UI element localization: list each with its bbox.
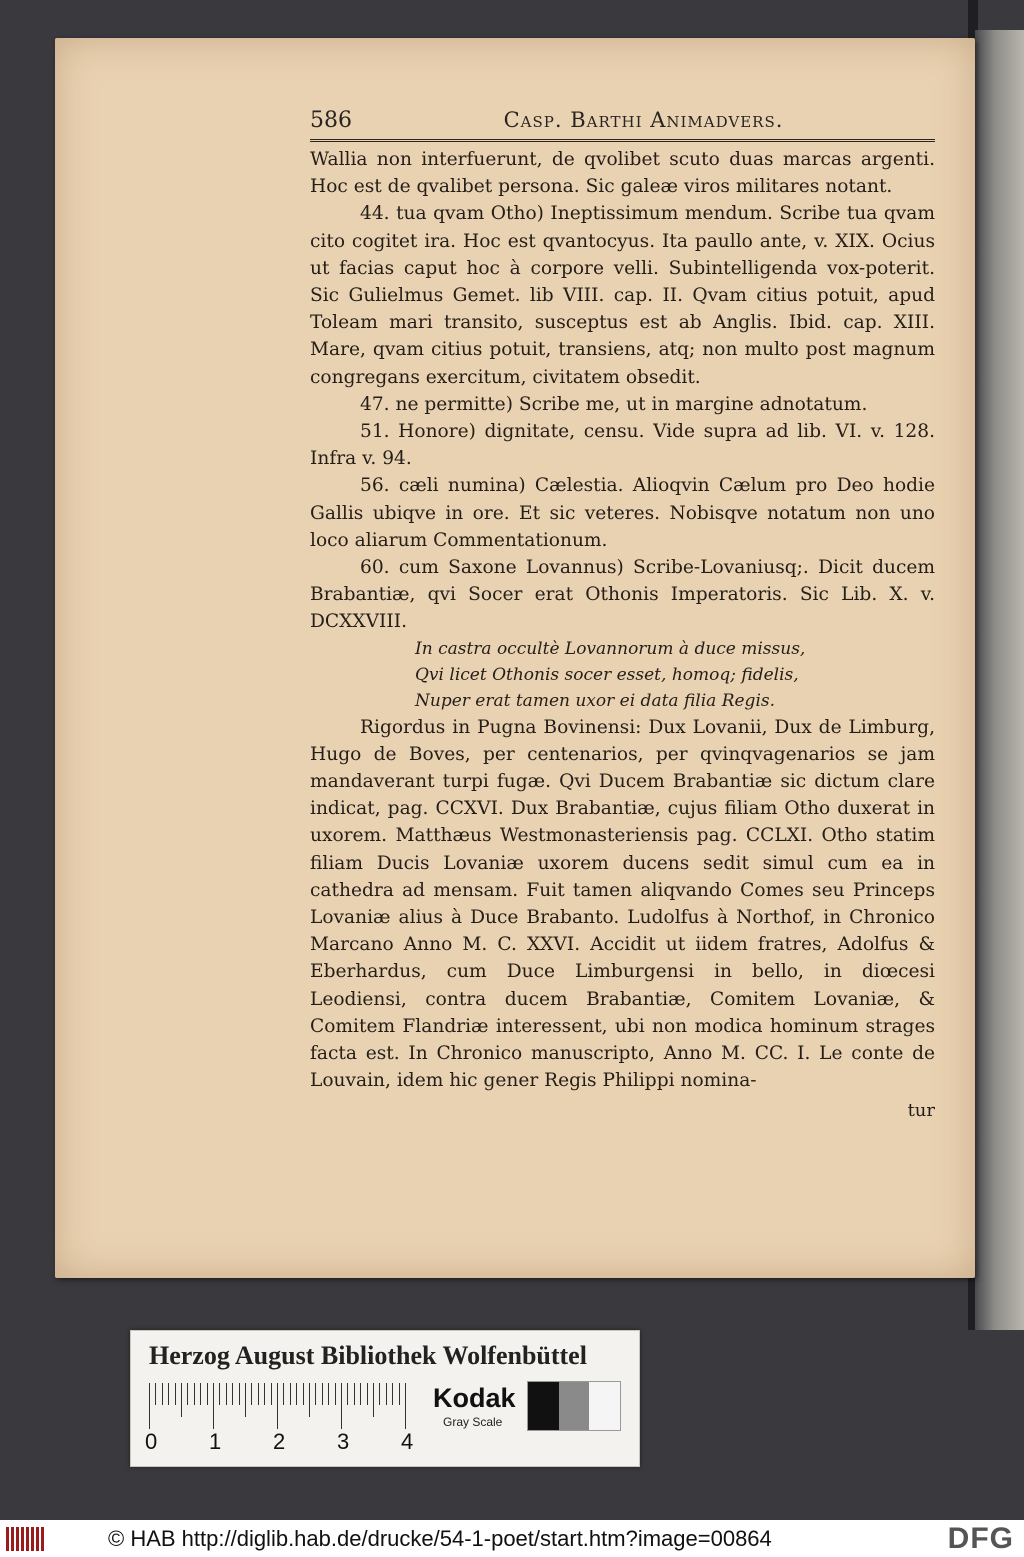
ruler-tick bbox=[341, 1383, 342, 1429]
ruler-tick bbox=[226, 1383, 227, 1405]
verse-line: Nuper erat tamen uxor ei data filia Regis. bbox=[415, 690, 776, 711]
footer-credit: © HAB http://diglib.hab.de/drucke/54-1-poet/start.htm?image=00864 bbox=[108, 1525, 772, 1551]
ruler-tick bbox=[277, 1383, 278, 1429]
paragraph: 60. cum Saxone Lovannus) Scribe-Lovaniusq;. Dicit ducem Brabantiæ, qvi Socer erat Othonis Imperatoris. Sic Lib. X. v. DCXXVIII. bbox=[310, 557, 935, 633]
ruler-tick bbox=[303, 1383, 304, 1405]
ruler-tick bbox=[392, 1383, 393, 1405]
paragraph: Wallia non interfuerunt, de qvolibet scuto duas marcas argenti. Hoc est de qvalibet persona. Sic galeæ viros militares notant. bbox=[310, 149, 935, 198]
footer-bar bbox=[0, 1520, 1024, 1557]
ruler-tick bbox=[322, 1383, 323, 1405]
ruler-tick bbox=[207, 1383, 208, 1405]
color-target-card bbox=[130, 1330, 640, 1467]
gray-scale-label: Gray Scale bbox=[443, 1415, 503, 1429]
ruler-number: 0 bbox=[145, 1429, 158, 1454]
ruler-tick bbox=[155, 1383, 156, 1405]
ruler-tick bbox=[283, 1383, 284, 1405]
ruler-tick bbox=[379, 1383, 380, 1405]
ruler-tick bbox=[386, 1383, 387, 1405]
ruler-tick bbox=[245, 1383, 246, 1417]
ruler-tick bbox=[175, 1383, 176, 1405]
verse-line: Qvi licet Othonis socer esset, homoq; fidelis, bbox=[415, 664, 799, 685]
paragraph: 51. Honore) dignitate, censu. Vide supra ad lib. VI. v. 128. Infra v. 94. bbox=[310, 421, 935, 470]
ruler-numbers bbox=[145, 1429, 435, 1459]
book-page bbox=[55, 38, 975, 1278]
ruler-tick bbox=[219, 1383, 220, 1405]
page-number: 586 bbox=[310, 108, 352, 133]
running-head bbox=[310, 108, 935, 142]
ruler-tick bbox=[187, 1383, 188, 1405]
paragraph: 44. tua qvam Otho) Ineptissimum mendum. Scribe tua qvam cito cogitet ira. Hoc est qvantocyus. Ita paullo ante, v. XIX. Ocius ut facias caput hoc à corpore velli. Subintelligenda vox-poterit. Sic Gulielmus Gemet. lib VIII. cap. II. Qvam citius potuit, apud Toleam mari transito, susceptus est ab Anglis. Ibid. cap. XIII. Mare, qvam citius potuit, transiens, atq; non multo post magnum congregans exercitum, civitatem obsedit. bbox=[310, 203, 935, 388]
running-title: Casp. Barthi Animadvers. bbox=[503, 108, 784, 132]
ruler-tick bbox=[405, 1383, 406, 1429]
ruler-number: 2 bbox=[273, 1429, 286, 1454]
ruler-tick bbox=[200, 1383, 201, 1405]
ruler-tick bbox=[264, 1383, 265, 1405]
ruler-tick bbox=[328, 1383, 329, 1405]
catchword: tur bbox=[907, 1099, 935, 1121]
ruler-tick bbox=[309, 1383, 310, 1417]
ruler-tick bbox=[373, 1383, 374, 1417]
body-text bbox=[310, 146, 935, 1124]
swatch-white bbox=[589, 1382, 620, 1430]
ruler-tick bbox=[360, 1383, 361, 1405]
ruler-tick bbox=[296, 1383, 297, 1405]
ruler-tick bbox=[367, 1383, 368, 1405]
ruler bbox=[149, 1383, 419, 1429]
ruler-tick bbox=[347, 1383, 348, 1405]
gray-swatches bbox=[527, 1381, 621, 1431]
ruler-tick bbox=[232, 1383, 233, 1405]
ruler-number: 4 bbox=[401, 1429, 414, 1454]
kodak-logo: Kodak bbox=[433, 1383, 516, 1413]
library-name: Herzog August Bibliothek Wolfenbüttel bbox=[149, 1341, 587, 1370]
paragraph: Rigordus in Pugna Bovinensi: Dux Lovanii, Dux de Limburg, Hugo de Boves, per centenarios, per qvinqvagenarios se jam mandaverant turpi fugæ. Qvi Ducem Brabantiæ sic dictum clare indicat, pag. CCXVI. Dux Brabantiæ, cujus filiam Otho duxerat in uxorem. Matthæus Westmonasteriensis pag. CCLXI. Otho statim filiam Ducis Lovaniæ uxorem ducens sedit simul cum ea in cathedra ad mensam. Fuit tamen aliqvando Comes seu Princeps Lovaniæ alius à Duce Brabanto. Ludolfus à Northof, in Chronico Marcano Anno M. C. XXVI. Accidit ut iidem fratres, Adolfus & Eberhardus, cum Duce Limburgensi in bello, in diœcesi Leodiensi, contra ducem Brabantiæ, Comitem Lovaniæ, & Comitem Flandriæ interessent, ubi non modica hominum strages facta est. In Chronico manuscripto, Anno M. CC. I. Le conte de Louvain, idem hic gener Regis Philippi nomina- bbox=[310, 716, 935, 1092]
page-text-block bbox=[310, 108, 935, 1124]
hab-logo-icon bbox=[6, 1526, 48, 1552]
dfg-logo: DFG bbox=[947, 1521, 1014, 1555]
verse-line: In castra occultè Lovannorum à duce missus, bbox=[415, 638, 806, 659]
ruler-tick bbox=[354, 1383, 355, 1405]
ruler-tick bbox=[194, 1383, 195, 1405]
swatch-gray bbox=[559, 1382, 590, 1430]
ruler-tick bbox=[258, 1383, 259, 1405]
ruler-tick bbox=[168, 1383, 169, 1405]
ruler-tick bbox=[213, 1383, 214, 1429]
ruler-tick bbox=[162, 1383, 163, 1405]
swatch-black bbox=[528, 1382, 559, 1430]
ruler-number: 3 bbox=[337, 1429, 350, 1454]
ruler-tick bbox=[290, 1383, 291, 1405]
ruler-tick bbox=[335, 1383, 336, 1405]
ruler-tick bbox=[239, 1383, 240, 1405]
ruler-tick bbox=[271, 1383, 272, 1405]
ruler-tick bbox=[251, 1383, 252, 1405]
ruler-tick bbox=[315, 1383, 316, 1405]
paragraph: 47. ne permitte) Scribe me, ut in margine adnotatum. bbox=[360, 393, 868, 415]
ruler-tick bbox=[181, 1383, 182, 1417]
verse-quote bbox=[415, 636, 935, 714]
paragraph: 56. cæli numina) Cælestia. Alioqvin Cælum pro Deo hodie Gallis ubiqve in ore. Et sic veteres. Nobisqve notatum non uno loco aliarum Commentationum. bbox=[310, 475, 935, 551]
ruler-number: 1 bbox=[209, 1429, 222, 1454]
ruler-tick bbox=[149, 1383, 150, 1429]
ruler-tick bbox=[399, 1383, 400, 1405]
adjacent-page-edge bbox=[975, 30, 1024, 1330]
